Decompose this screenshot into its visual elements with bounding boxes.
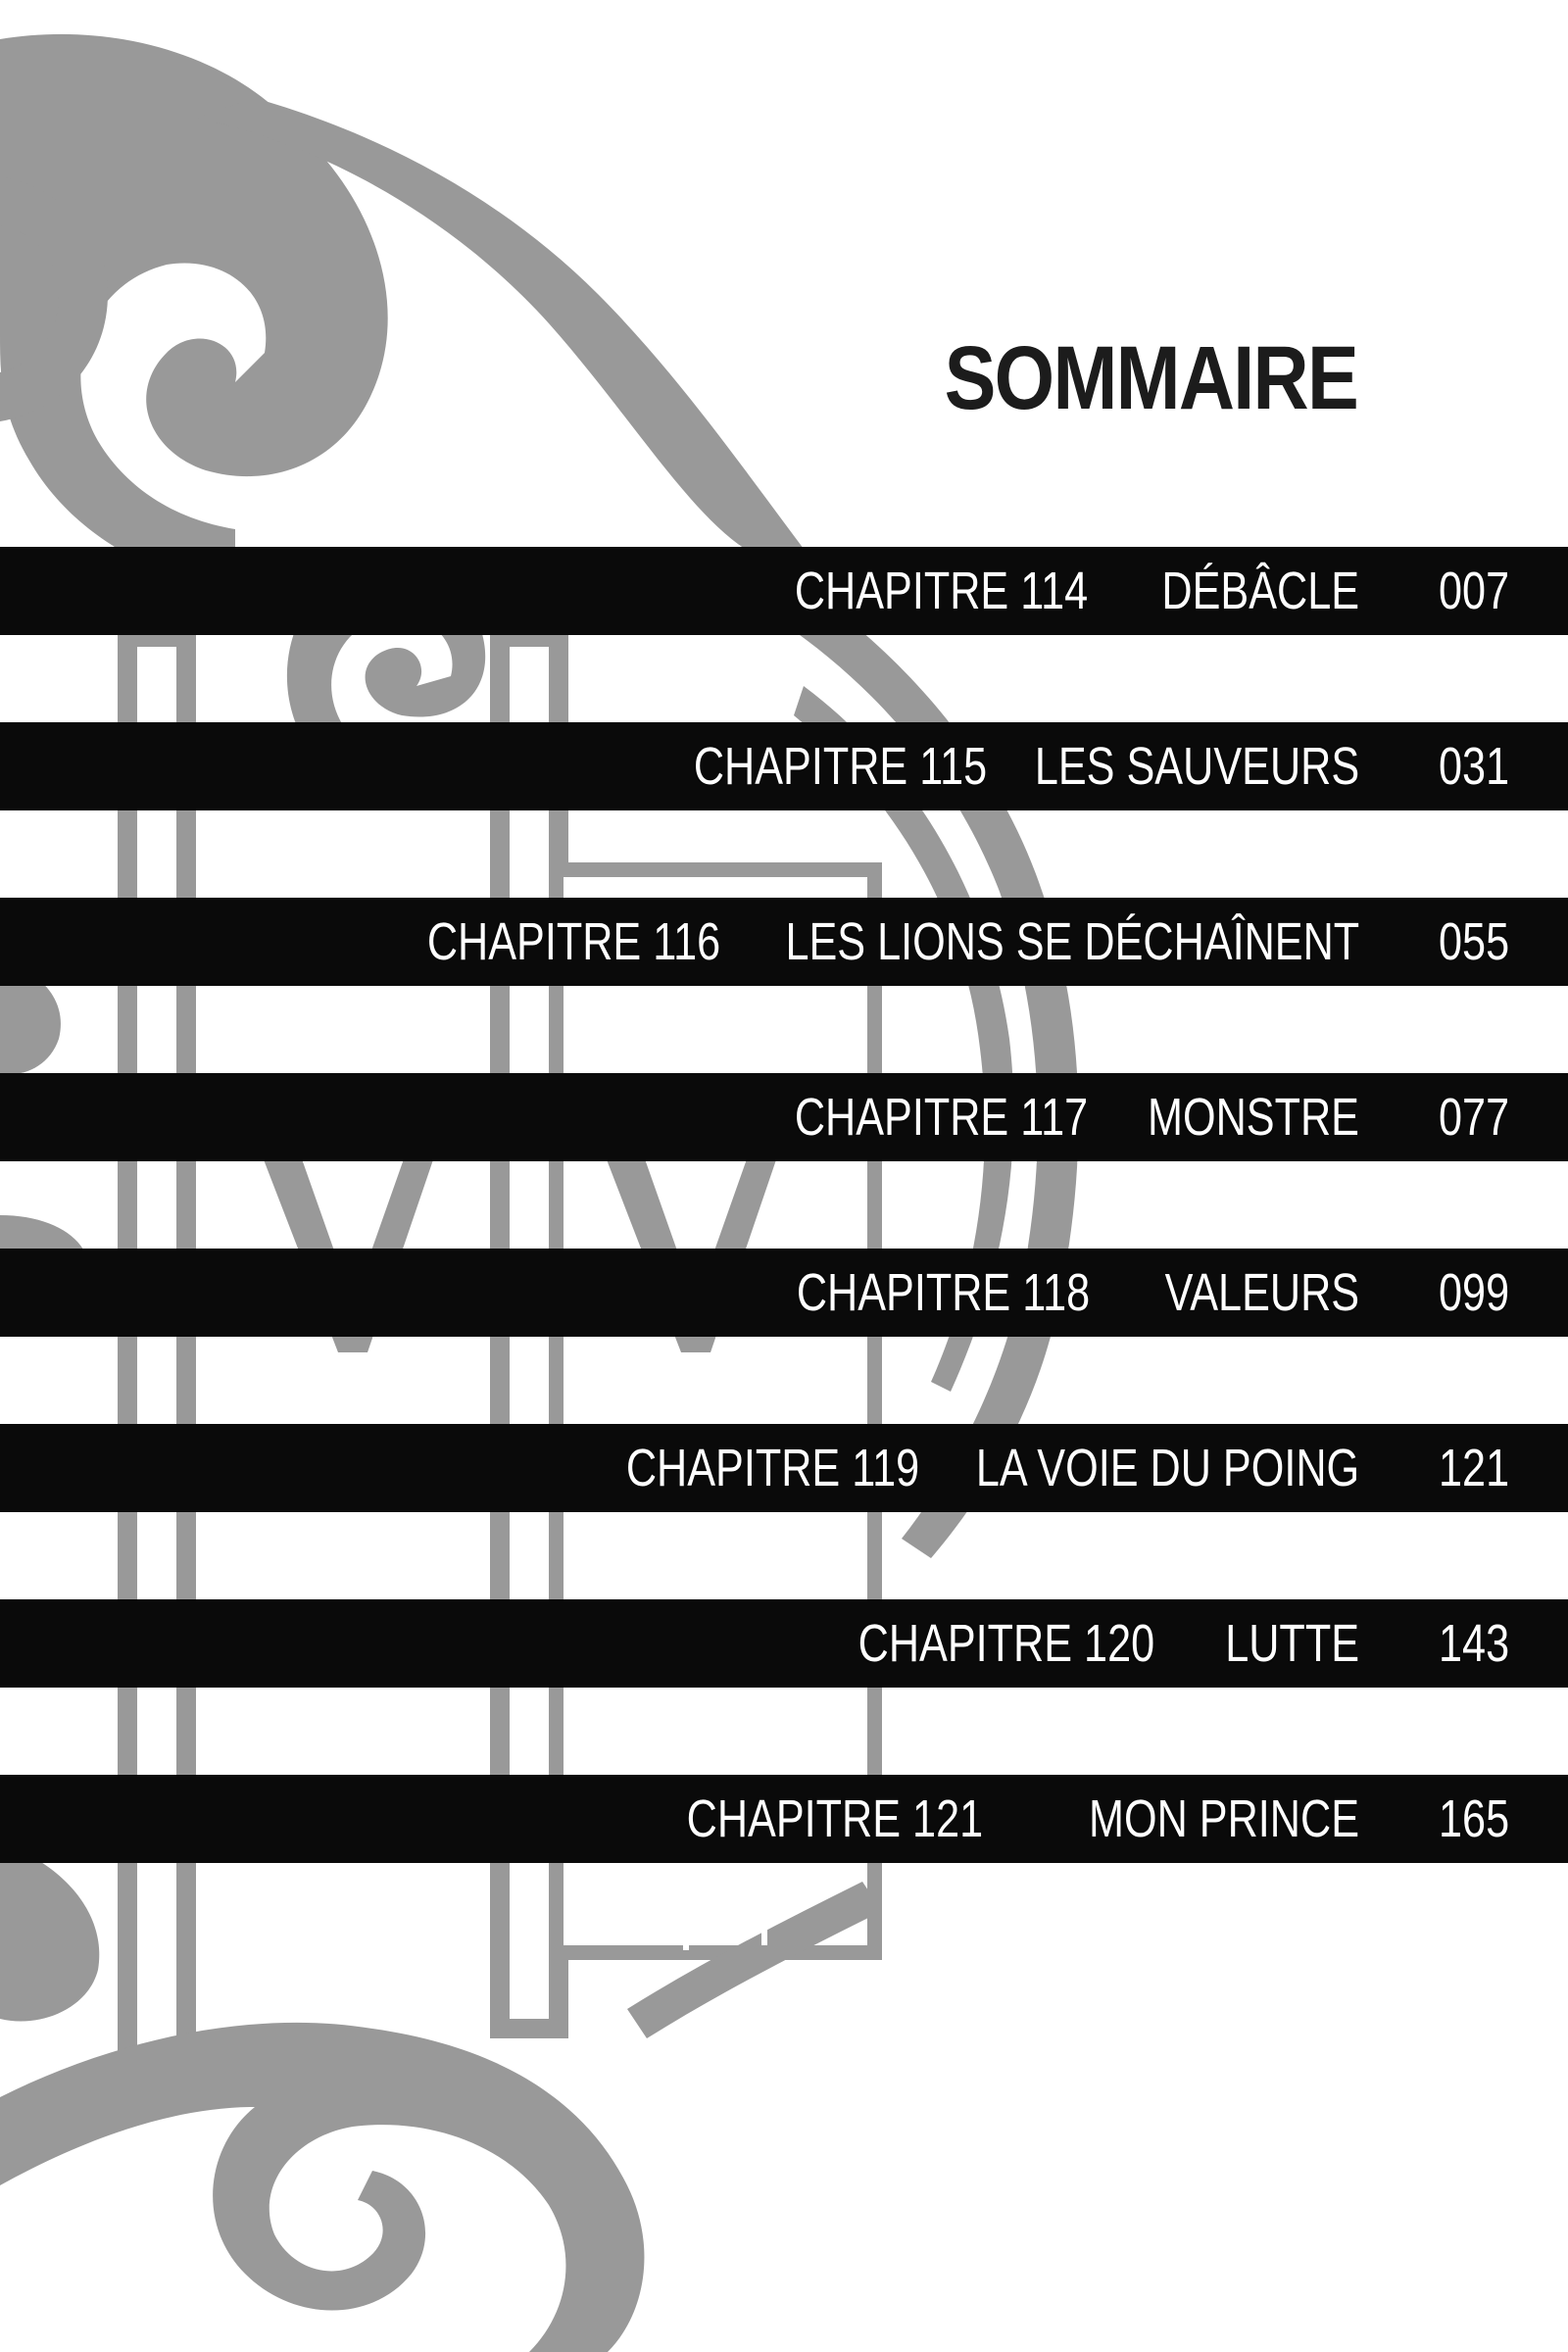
page-number: 165 <box>1438 1789 1509 1848</box>
page-number: 121 <box>1438 1439 1509 1497</box>
page-number: 143 <box>1438 1614 1509 1673</box>
chapter-number: CHAPITRE 121 <box>686 1789 983 1848</box>
toc-row[interactable] <box>0 1775 1568 1863</box>
toc-row[interactable] <box>0 547 1568 635</box>
toc-row[interactable] <box>0 1073 1568 1161</box>
page-number: 077 <box>1438 1088 1509 1147</box>
chapter-title: MON PRINCE <box>1088 1789 1359 1848</box>
toc-row[interactable] <box>0 1249 1568 1337</box>
page-number: 099 <box>1438 1263 1509 1322</box>
chapter-title: MONSTRE <box>1148 1088 1359 1147</box>
chapter-number: CHAPITRE 117 <box>794 1088 1088 1147</box>
toc-row[interactable] <box>0 1599 1568 1688</box>
toc-row[interactable] <box>0 898 1568 986</box>
chapter-number: CHAPITRE 120 <box>858 1614 1154 1673</box>
chapter-number: CHAPITRE 118 <box>796 1263 1090 1322</box>
chapter-title: VALEURS <box>1164 1263 1359 1322</box>
page-number: 055 <box>1438 912 1509 971</box>
chapter-number: CHAPITRE 116 <box>426 912 720 971</box>
chapter-title: DÉBÂCLE <box>1161 562 1359 620</box>
chapter-title: LES SAUVEURS <box>1034 737 1359 796</box>
page-number: 007 <box>1438 562 1509 620</box>
page-title: SOMMAIRE <box>944 328 1357 428</box>
chapter-number: CHAPITRE 119 <box>625 1439 919 1497</box>
chapter-number: CHAPITRE 115 <box>693 737 987 796</box>
chapter-title: LES LIONS SE DÉCHAÎNENT <box>785 912 1359 971</box>
chapter-title: LA VOIE DU POING <box>975 1439 1359 1497</box>
page-number: 031 <box>1438 737 1509 796</box>
toc-row[interactable] <box>0 722 1568 810</box>
toc-row[interactable] <box>0 1424 1568 1512</box>
chapter-title: LUTTE <box>1225 1614 1359 1673</box>
chapter-number: CHAPITRE 114 <box>794 562 1088 620</box>
